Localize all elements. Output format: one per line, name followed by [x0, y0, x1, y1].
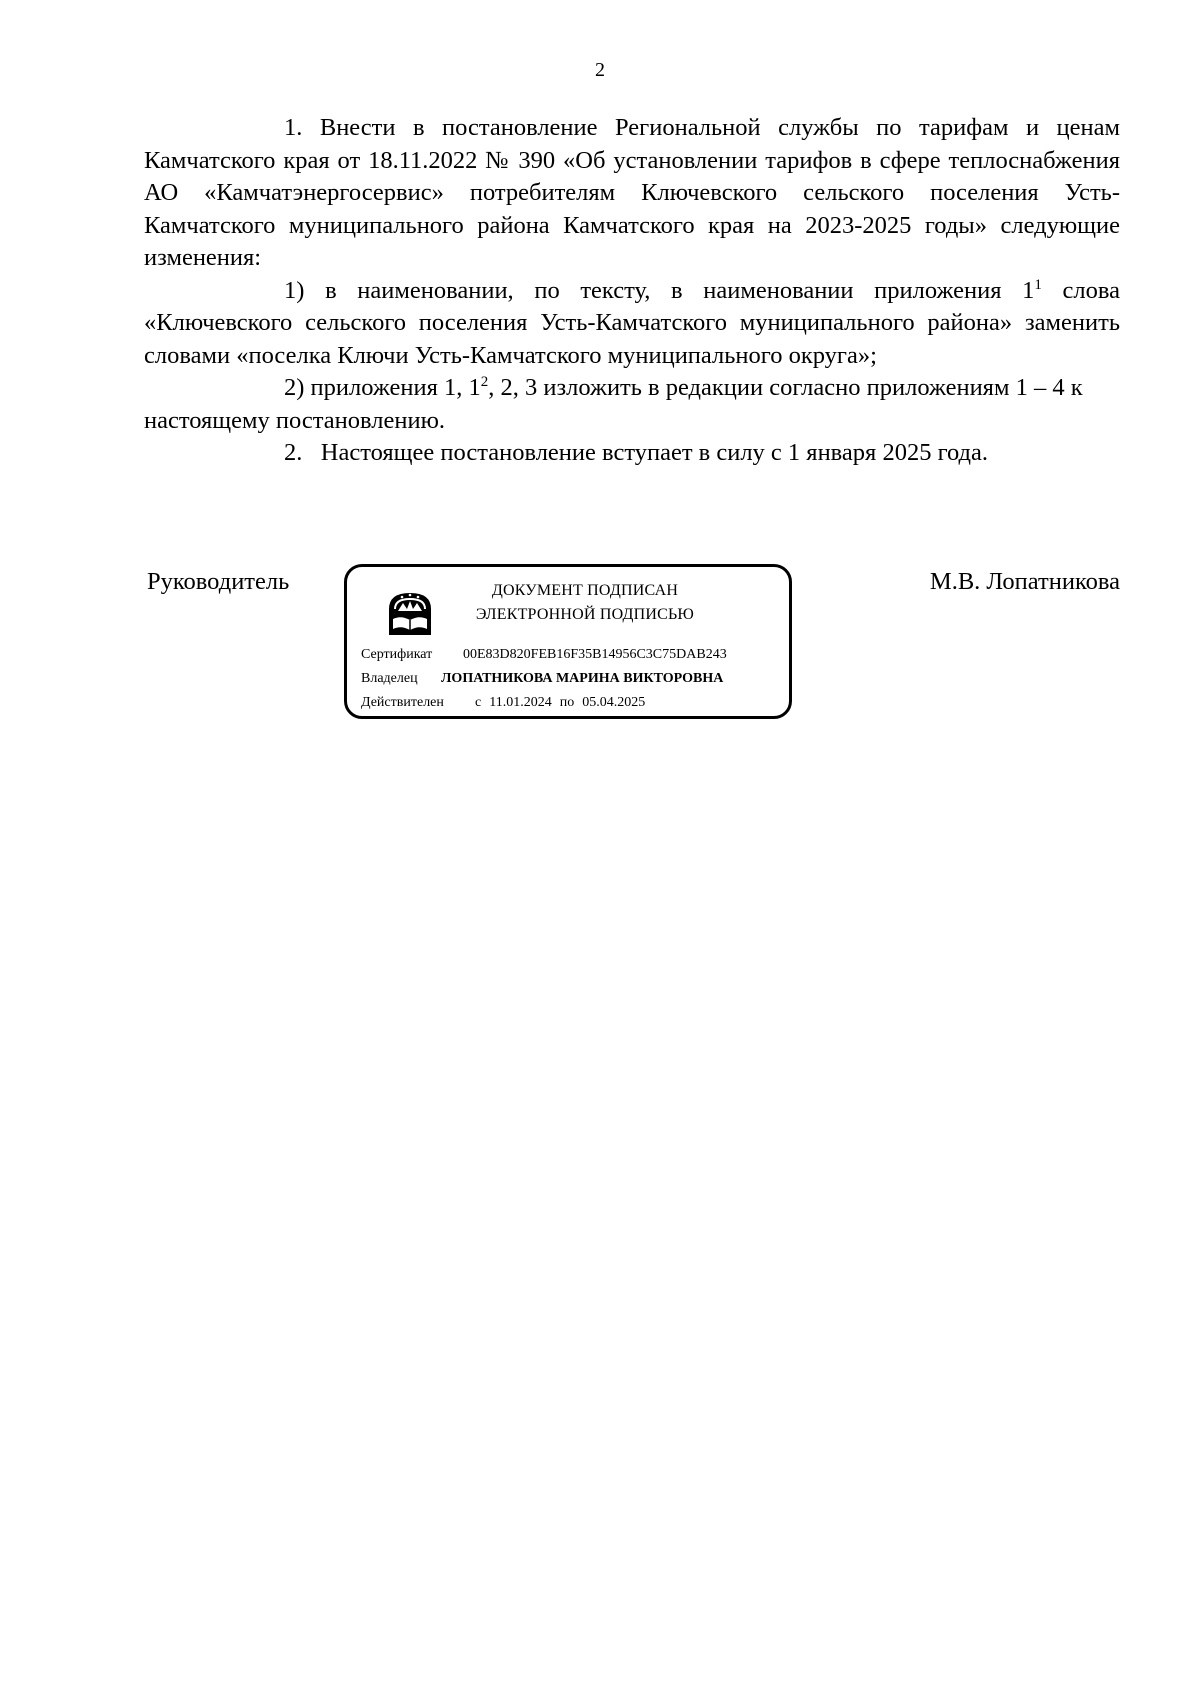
signer-position: Руководитель — [147, 568, 290, 595]
stamp-title-line-1: ДОКУМЕНТ ПОДПИСАН — [491, 582, 679, 599]
paragraph-1-1 — [144, 275, 1120, 373]
owner-value: ЛОПАТНИКОВА МАРИНА ВИКТОРОВНА — [441, 671, 724, 686]
paragraph-1-1-number: 1) — [284, 276, 305, 304]
paragraph-1-1-superscript: 1 — [1034, 276, 1042, 293]
paragraph-1-number: 1. — [284, 114, 303, 141]
stamp-owner-row — [361, 670, 723, 688]
paragraph-1-2-text-after: , 2, 3 изложить в редакции согласно приложениям 1 – 4 к настоящему постановлению. — [144, 374, 1083, 434]
validity-to-word: по — [559, 695, 575, 710]
page-number: 2 — [595, 59, 605, 81]
validity-label: Действителен — [361, 695, 444, 710]
paragraph-1 — [144, 112, 1120, 275]
electronic-signature-stamp — [344, 564, 792, 719]
validity-from-date: 11.01.2024 — [489, 695, 552, 710]
paragraph-2-text: Настоящее постановление вступает в силу с 1 января 2025 года. — [320, 439, 989, 466]
paragraph-1-2-superscript: 2 — [480, 374, 489, 390]
validity-to-date: 05.04.2025 — [582, 695, 646, 710]
coat-of-arms-icon — [385, 589, 435, 639]
signature-block — [144, 566, 1120, 736]
paragraph-2-number: 2. — [284, 439, 303, 466]
signer-name: М.В. Лопатникова — [929, 568, 1120, 595]
certificate-label: Сертификат — [361, 647, 433, 662]
stamp-validity-row — [361, 694, 645, 712]
stamp-title — [455, 579, 715, 627]
owner-label: Владелец — [361, 671, 418, 686]
paragraph-1-text: Внести в постановление Региональной службы по тарифам и ценам Камчатского края от 18.11.2022 № 390 «Об установлении тарифов в сфере теплоснабжения АО «Камчатэнергосервис» потребителям Ключевского сельского поселения Усть-Камчатского муниципального района Камчатского края на 2023-2025 годы» следующие изменения: — [144, 114, 1121, 271]
stamp-certificate-row — [361, 646, 727, 664]
paragraph-1-2-text-before: приложения 1, 1 — [310, 374, 481, 401]
paragraph-2 — [144, 437, 1120, 470]
paragraph-1-2-number: 2) — [284, 374, 305, 401]
stamp-title-line-2: ЭЛЕКТРОННОЙ ПОДПИСЬЮ — [475, 606, 695, 623]
paragraph-1-1-text-after: слова «Ключевского сельского поселения Усть-Камчатского муниципального района» заменить словами «поселка Ключи Усть-Камчатского муниципального округа»; — [144, 276, 1120, 369]
paragraph-1-2 — [144, 372, 1120, 437]
paragraph-1-1-text-before: в наименовании, по тексту, в наименовании приложения 1 — [325, 276, 1035, 304]
document-body — [144, 112, 1120, 470]
certificate-value: 00E83D820FEB16F35B14956C3C75DAB243 — [463, 647, 727, 662]
validity-from-word: с — [475, 695, 482, 710]
